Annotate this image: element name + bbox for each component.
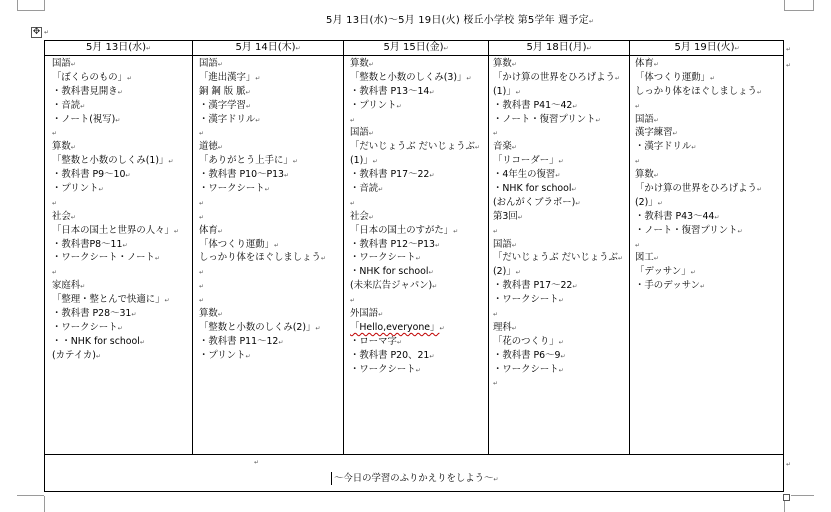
header-cell-thu[interactable]: 5月 14日(木)↵ — [235, 42, 301, 53]
schedule-line: ・ワークシート↵ — [52, 321, 123, 333]
schedule-line: 家庭科↵ — [52, 280, 86, 292]
resize-handle-icon[interactable] — [783, 494, 790, 501]
day-cell-fri[interactable] — [350, 57, 486, 376]
crop-mark — [791, 495, 814, 496]
schedule-line: 理科↵ — [493, 321, 517, 333]
schedule-line: 「体つくり運動」↵ — [635, 71, 716, 83]
day-cell-thu[interactable] — [199, 57, 341, 363]
schedule-line: ・漢字ドリル↵ — [199, 113, 261, 125]
paragraph-mark: ↵ — [254, 459, 260, 466]
end-of-row-mark: ↵ — [786, 62, 792, 69]
schedule-line: 体育↵ — [635, 58, 659, 69]
schedule-line: 「日本の国土と世界の人々」↵ — [52, 224, 179, 236]
schedule-line: 「だいじょうぶ だいじょうぶ↵ — [350, 141, 480, 153]
schedule-line: ・教科書 P43〜44↵ — [635, 210, 720, 222]
document-title: 5月 13日(水)〜5月 19日(火) 桜丘小学校 第5学年 週予定↵ — [326, 15, 595, 26]
column-divider — [629, 40, 630, 454]
schedule-line: ・ワークシート・ノート↵ — [52, 252, 160, 264]
blank-line: ↵ — [493, 311, 499, 319]
schedule-line: 「リコーダー」↵ — [493, 155, 564, 167]
blank-line: ↵ — [199, 297, 205, 305]
schedule-line: ・教科書 P12〜P13↵ — [350, 238, 441, 250]
column-divider — [488, 40, 489, 454]
schedule-line: 体育↵ — [199, 224, 223, 236]
schedule-line: 国語↵ — [493, 238, 517, 250]
schedule-line: ・ローマ字↵ — [350, 335, 402, 347]
blank-line: ↵ — [493, 130, 499, 138]
schedule-line: 「整数と小数のしくみ(3)」↵ — [350, 71, 472, 83]
schedule-line: ・漢字学習↵ — [199, 99, 251, 111]
schedule-line: ・教科書 P17〜22↵ — [493, 280, 578, 292]
blank-line: ↵ — [350, 199, 356, 207]
blank-line: ↵ — [635, 102, 641, 110]
blank-line: ↵ — [199, 130, 205, 138]
crop-mark — [44, 496, 45, 512]
schedule-line: 銅 鋼 版 脈↵ — [199, 85, 251, 97]
schedule-line: ・ワークシート↵ — [493, 363, 564, 375]
crop-mark — [784, 10, 814, 11]
schedule-line: ・ノート・復習プリント↵ — [635, 224, 743, 236]
schedule-line: (2)」↵ — [635, 196, 663, 208]
blank-line: ↵ — [52, 130, 58, 138]
schedule-line: 社会↵ — [52, 210, 76, 222]
day-cell-wed[interactable] — [52, 57, 190, 363]
reflection-prompt[interactable]: 〜今日の学習のふりかえりをしよう〜↵ — [331, 470, 498, 485]
schedule-line: 「整数と小数のしくみ(1)」↵ — [52, 155, 174, 167]
header-divider — [44, 55, 784, 56]
blank-line: ↵ — [52, 269, 58, 277]
move-icon[interactable]: ✥ — [32, 27, 41, 37]
blank-line: ↵ — [199, 283, 205, 291]
schedule-line: 社会↵ — [350, 210, 374, 222]
schedule-line: 国語↵ — [52, 58, 76, 69]
day-cell-tue[interactable] — [635, 57, 782, 293]
schedule-line: 「体つくり運動」↵ — [199, 238, 280, 250]
schedule-line: ・ワークシート↵ — [350, 252, 421, 264]
schedule-line: ・・NHK for school↵ — [52, 335, 145, 347]
schedule-line: 「ぼくらのもの」↵ — [52, 71, 133, 83]
blank-line: ↵ — [199, 269, 205, 277]
schedule-line: ・手のデッサン↵ — [635, 280, 705, 292]
blank-line: ↵ — [350, 116, 356, 124]
schedule-line: ・教科書 P9〜10↵ — [52, 169, 131, 181]
schedule-line: 第3回↵ — [493, 210, 523, 222]
schedule-line: ・教科書 P28〜31↵ — [52, 308, 137, 320]
schedule-line: ・ノート(視写)↵ — [52, 113, 121, 125]
crop-mark — [17, 10, 44, 11]
schedule-line: 「進出漢字」↵ — [199, 71, 261, 83]
blank-line: ↵ — [493, 380, 499, 388]
schedule-line: (2)」↵ — [493, 266, 521, 278]
schedule-line: 算数↵ — [635, 169, 659, 181]
schedule-line: ・教科書 P10〜P13↵ — [199, 169, 290, 181]
schedule-line: ・教科書P8〜11↵ — [52, 238, 128, 250]
schedule-line: ・NHK for school↵ — [493, 183, 577, 195]
schedule-line: ・漢字ドリル↵ — [635, 141, 697, 153]
schedule-line: ・教科書 P20、21↵ — [350, 349, 435, 361]
crop-mark — [813, 0, 814, 10]
schedule-line: 「だいじょうぶ だいじょうぶ↵ — [493, 252, 623, 264]
schedule-line: 算数↵ — [350, 58, 374, 69]
blank-line: ↵ — [493, 227, 499, 235]
schedule-line: (未来広告ジャパン)↵ — [350, 280, 438, 292]
header-cell-wed[interactable]: 5月 13日(水)↵ — [85, 42, 152, 53]
text-cursor — [331, 472, 332, 485]
header-cell-fri[interactable]: 5月 15日(金)↵ — [383, 42, 449, 53]
schedule-line: 国語↵ — [635, 113, 659, 125]
column-divider — [343, 40, 344, 454]
schedule-line: 算数↵ — [493, 58, 517, 69]
schedule-line: 「Hello,everyone」↵ — [350, 321, 445, 333]
schedule-line: ・プリント↵ — [350, 99, 402, 111]
schedule-line: ・教科書 P13〜14↵ — [350, 85, 435, 97]
schedule-line: (1)」↵ — [493, 85, 521, 97]
schedule-line: ・ワークシート↵ — [350, 363, 421, 375]
day-cell-mon[interactable] — [493, 57, 627, 390]
crop-mark — [17, 495, 44, 496]
schedule-line: 「整理・整とんで快適に」↵ — [52, 294, 170, 306]
end-of-row-mark: ↵ — [786, 46, 792, 53]
blank-line: ↵ — [635, 241, 641, 249]
crop-mark — [44, 0, 45, 11]
column-divider — [192, 40, 193, 454]
schedule-line: ・ワークシート↵ — [199, 183, 270, 195]
blank-line: ↵ — [199, 199, 205, 207]
header-cell-mon[interactable]: 5月 18日(月)↵ — [526, 42, 592, 53]
schedule-line: (おんがくブラボー)↵ — [493, 196, 581, 208]
schedule-line: 道徳↵ — [199, 141, 223, 153]
schedule-line: ・プリント↵ — [199, 349, 251, 361]
schedule-line: ・教科書 P41〜42↵ — [493, 99, 578, 111]
schedule-line: ・教科書 P11〜12↵ — [199, 335, 284, 347]
header-cell-tue[interactable]: 5月 19日(火)↵ — [674, 42, 740, 53]
schedule-line: 「花のつくり」↵ — [493, 335, 564, 347]
schedule-line: 「かけ算の世界をひろげよう↵ — [493, 71, 620, 83]
schedule-line: ・NHK for school↵ — [350, 266, 434, 278]
schedule-line: 国語↵ — [350, 127, 374, 139]
schedule-line: ・ワークシート↵ — [493, 294, 564, 306]
schedule-line: ・ノート・復習プリント↵ — [493, 113, 601, 125]
schedule-line: ・音読↵ — [350, 183, 384, 195]
schedule-line: 図工↵ — [635, 252, 659, 264]
schedule-line: 「整数と小数のしくみ(2)」↵ — [199, 321, 321, 333]
schedule-line: 「ありがとう上手に」↵ — [199, 155, 298, 167]
schedule-line: 「かけ算の世界をひろげよう↵ — [635, 183, 762, 195]
schedule-line: (1)」↵ — [350, 155, 378, 167]
paragraph-mark: ↵ — [44, 29, 50, 36]
schedule-line: ・教科書 P6〜9↵ — [493, 349, 566, 361]
schedule-line: 漢字練習↵ — [635, 127, 678, 139]
schedule-line: 音楽↵ — [493, 141, 517, 153]
schedule-line: (カテイカ)↵ — [52, 349, 101, 361]
schedule-line: ・教科書見開き↵ — [52, 85, 123, 97]
blank-line: ↵ — [52, 199, 58, 207]
blank-line: ↵ — [199, 213, 205, 221]
footer-divider — [44, 454, 784, 455]
schedule-line: ・教科書 P17〜22↵ — [350, 169, 435, 181]
end-of-row-mark: ↵ — [786, 461, 792, 468]
schedule-line: 外国語↵ — [350, 308, 384, 320]
schedule-line: しっかり体をほぐしましょう↵ — [635, 85, 762, 97]
schedule-line: 「日本の国土のすがた」↵ — [350, 224, 459, 236]
schedule-line: ・音読↵ — [52, 99, 86, 111]
blank-line: ↵ — [350, 297, 356, 305]
schedule-line: 国語↵ — [199, 58, 223, 69]
blank-line: ↵ — [635, 158, 641, 166]
schedule-line: しっかり体をほぐしましょう↵ — [199, 252, 326, 264]
schedule-line: ・プリント↵ — [52, 183, 104, 195]
schedule-line: ・4年生の復習↵ — [493, 169, 561, 181]
schedule-line: 算数↵ — [52, 141, 76, 153]
crop-mark — [17, 0, 18, 10]
schedule-line: 「デッサン」↵ — [635, 266, 696, 278]
schedule-line: 算数↵ — [199, 308, 223, 320]
